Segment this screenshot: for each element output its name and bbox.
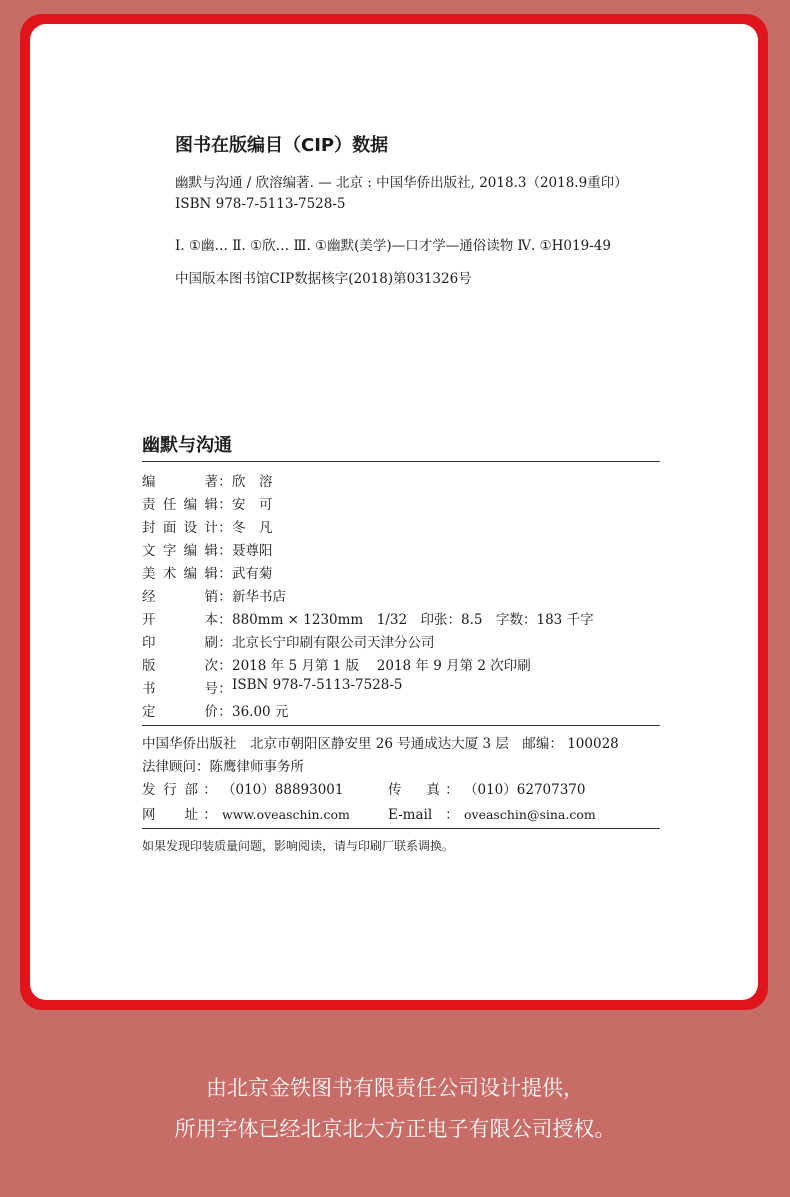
credit-row-format: 开本 ： 880mm × 1230mm 1/32 印张：8.5 字数：183 千字 [142,608,594,628]
quality-notice: 如果发现印装质量问题，影响阅读，请与印刷厂联系调换。 [142,839,455,853]
footer-line-1: 由北京金铁图书有限责任公司设计提供， [206,1076,584,1100]
credit-row-text-editor: 文字编辑 ： 聂尊阳 [142,539,273,559]
cip-heading: 图书在版编目（CIP）数据 [175,135,389,156]
credit-row-price: 定价 ： 36.00 元 [142,700,288,720]
credit-label: 责任编辑 [142,497,218,513]
credit-row-art-editor: 美术编辑 ： 武有菊 [142,562,273,582]
credit-label: 版次 [142,658,218,674]
cip-record-number-line: 中国版本图书馆CIP数据核字(2018)第031326号 [175,271,472,287]
credit-label: 封面设计 [142,520,218,536]
cip-description-line: 幽默与沟通 / 欣溶编著. — 北京 : 中国华侨出版社, 2018.3（2018.9重印） [175,175,628,191]
credit-row-distributor: 经销 ： 新华书店 [142,585,286,605]
credit-label: 定价 [142,704,218,720]
fax-number: （010）62707370 [464,782,586,798]
credit-value: ISBN 978-7-5113-7528-5 [232,677,403,693]
credit-label: 美术编辑 [142,566,218,582]
contact-divider [142,828,660,829]
dept-label: 发行部 [142,782,198,798]
publisher-address: 中国华侨出版社 北京市朝阳区静安里 26 号通成达大厦 3 层 邮编： 100028 [142,736,619,752]
credit-label: 开本 [142,612,218,628]
credit-value: 聂尊阳 [232,543,273,559]
credit-label: 书号 [142,681,218,697]
credit-value: 安 可 [232,497,273,513]
credit-value: 36.00 元 [232,704,289,720]
credit-row-editor: 责任编辑 ： 安 可 [142,493,273,513]
credits-divider [142,725,660,726]
red-frame [20,14,768,1010]
credit-value: 880mm × 1230mm 1/32 印张：8.5 字数：183 千字 [232,612,594,628]
website-link[interactable]: www.oveaschin.com [222,807,350,822]
book-title: 幽默与沟通 [142,435,232,456]
legal-label: 法律顾问 [142,759,196,775]
credit-row-cover-design: 封面设计 ： 冬 凡 [142,516,273,536]
credit-value: 冬 凡 [232,520,273,536]
legal-value: 陈鹰律师事务所 [209,759,304,775]
credit-value: 北京长宁印刷有限公司天津分公司 [232,635,435,651]
email-link[interactable]: oveaschin@sina.com [464,807,596,822]
contact-phone-row: 发行部 ： （010）88893001 传真 ： （010）62707370 [142,778,585,798]
dept-phone: （010）88893001 [222,782,344,798]
credit-row-edition: 版次 ： 2018 年 5 月第 1 版 2018 年 9 月第 2 次印刷 [142,654,531,674]
credit-row-author: 编著 ： 欣 溶 [142,470,273,490]
fax-label: 传真 [388,782,440,798]
credit-value: 武有菊 [232,566,273,582]
copyright-page-card [30,24,758,1000]
credit-label: 编著 [142,474,218,490]
cip-classification-line: Ⅰ. ①幽… Ⅱ. ①欣… Ⅲ. ①幽默(美学)—口才学—通俗读物 Ⅳ. ①H019-49 [175,238,611,254]
cip-isbn-line: ISBN 978-7-5113-7528-5 [175,196,346,212]
title-divider [142,461,660,462]
credit-row-isbn: 书号 ： ISBN 978-7-5113-7528-5 [142,677,403,697]
credit-label: 印刷 [142,635,218,651]
credit-value: 新华书店 [232,589,286,605]
credit-row-printer: 印刷 ： 北京长宁印刷有限公司天津分公司 [142,631,435,651]
email-label: E-mail [388,807,433,823]
credit-label: 经销 [142,589,218,605]
footer-line-2: 所用字体已经北京北大方正电子有限公司授权。 [174,1117,616,1141]
credit-value: 2018 年 5 月第 1 版 2018 年 9 月第 2 次印刷 [232,658,531,674]
credit-value: 欣 溶 [232,474,273,490]
contact-web-row: 网址 ： www.oveaschin.com E-mail ： oveaschin@sina.com [142,803,596,823]
web-label: 网址 [142,807,198,823]
credit-label: 文字编辑 [142,543,218,559]
legal-counsel-row: 法律顾问 ： 陈鹰律师事务所 [142,755,304,775]
